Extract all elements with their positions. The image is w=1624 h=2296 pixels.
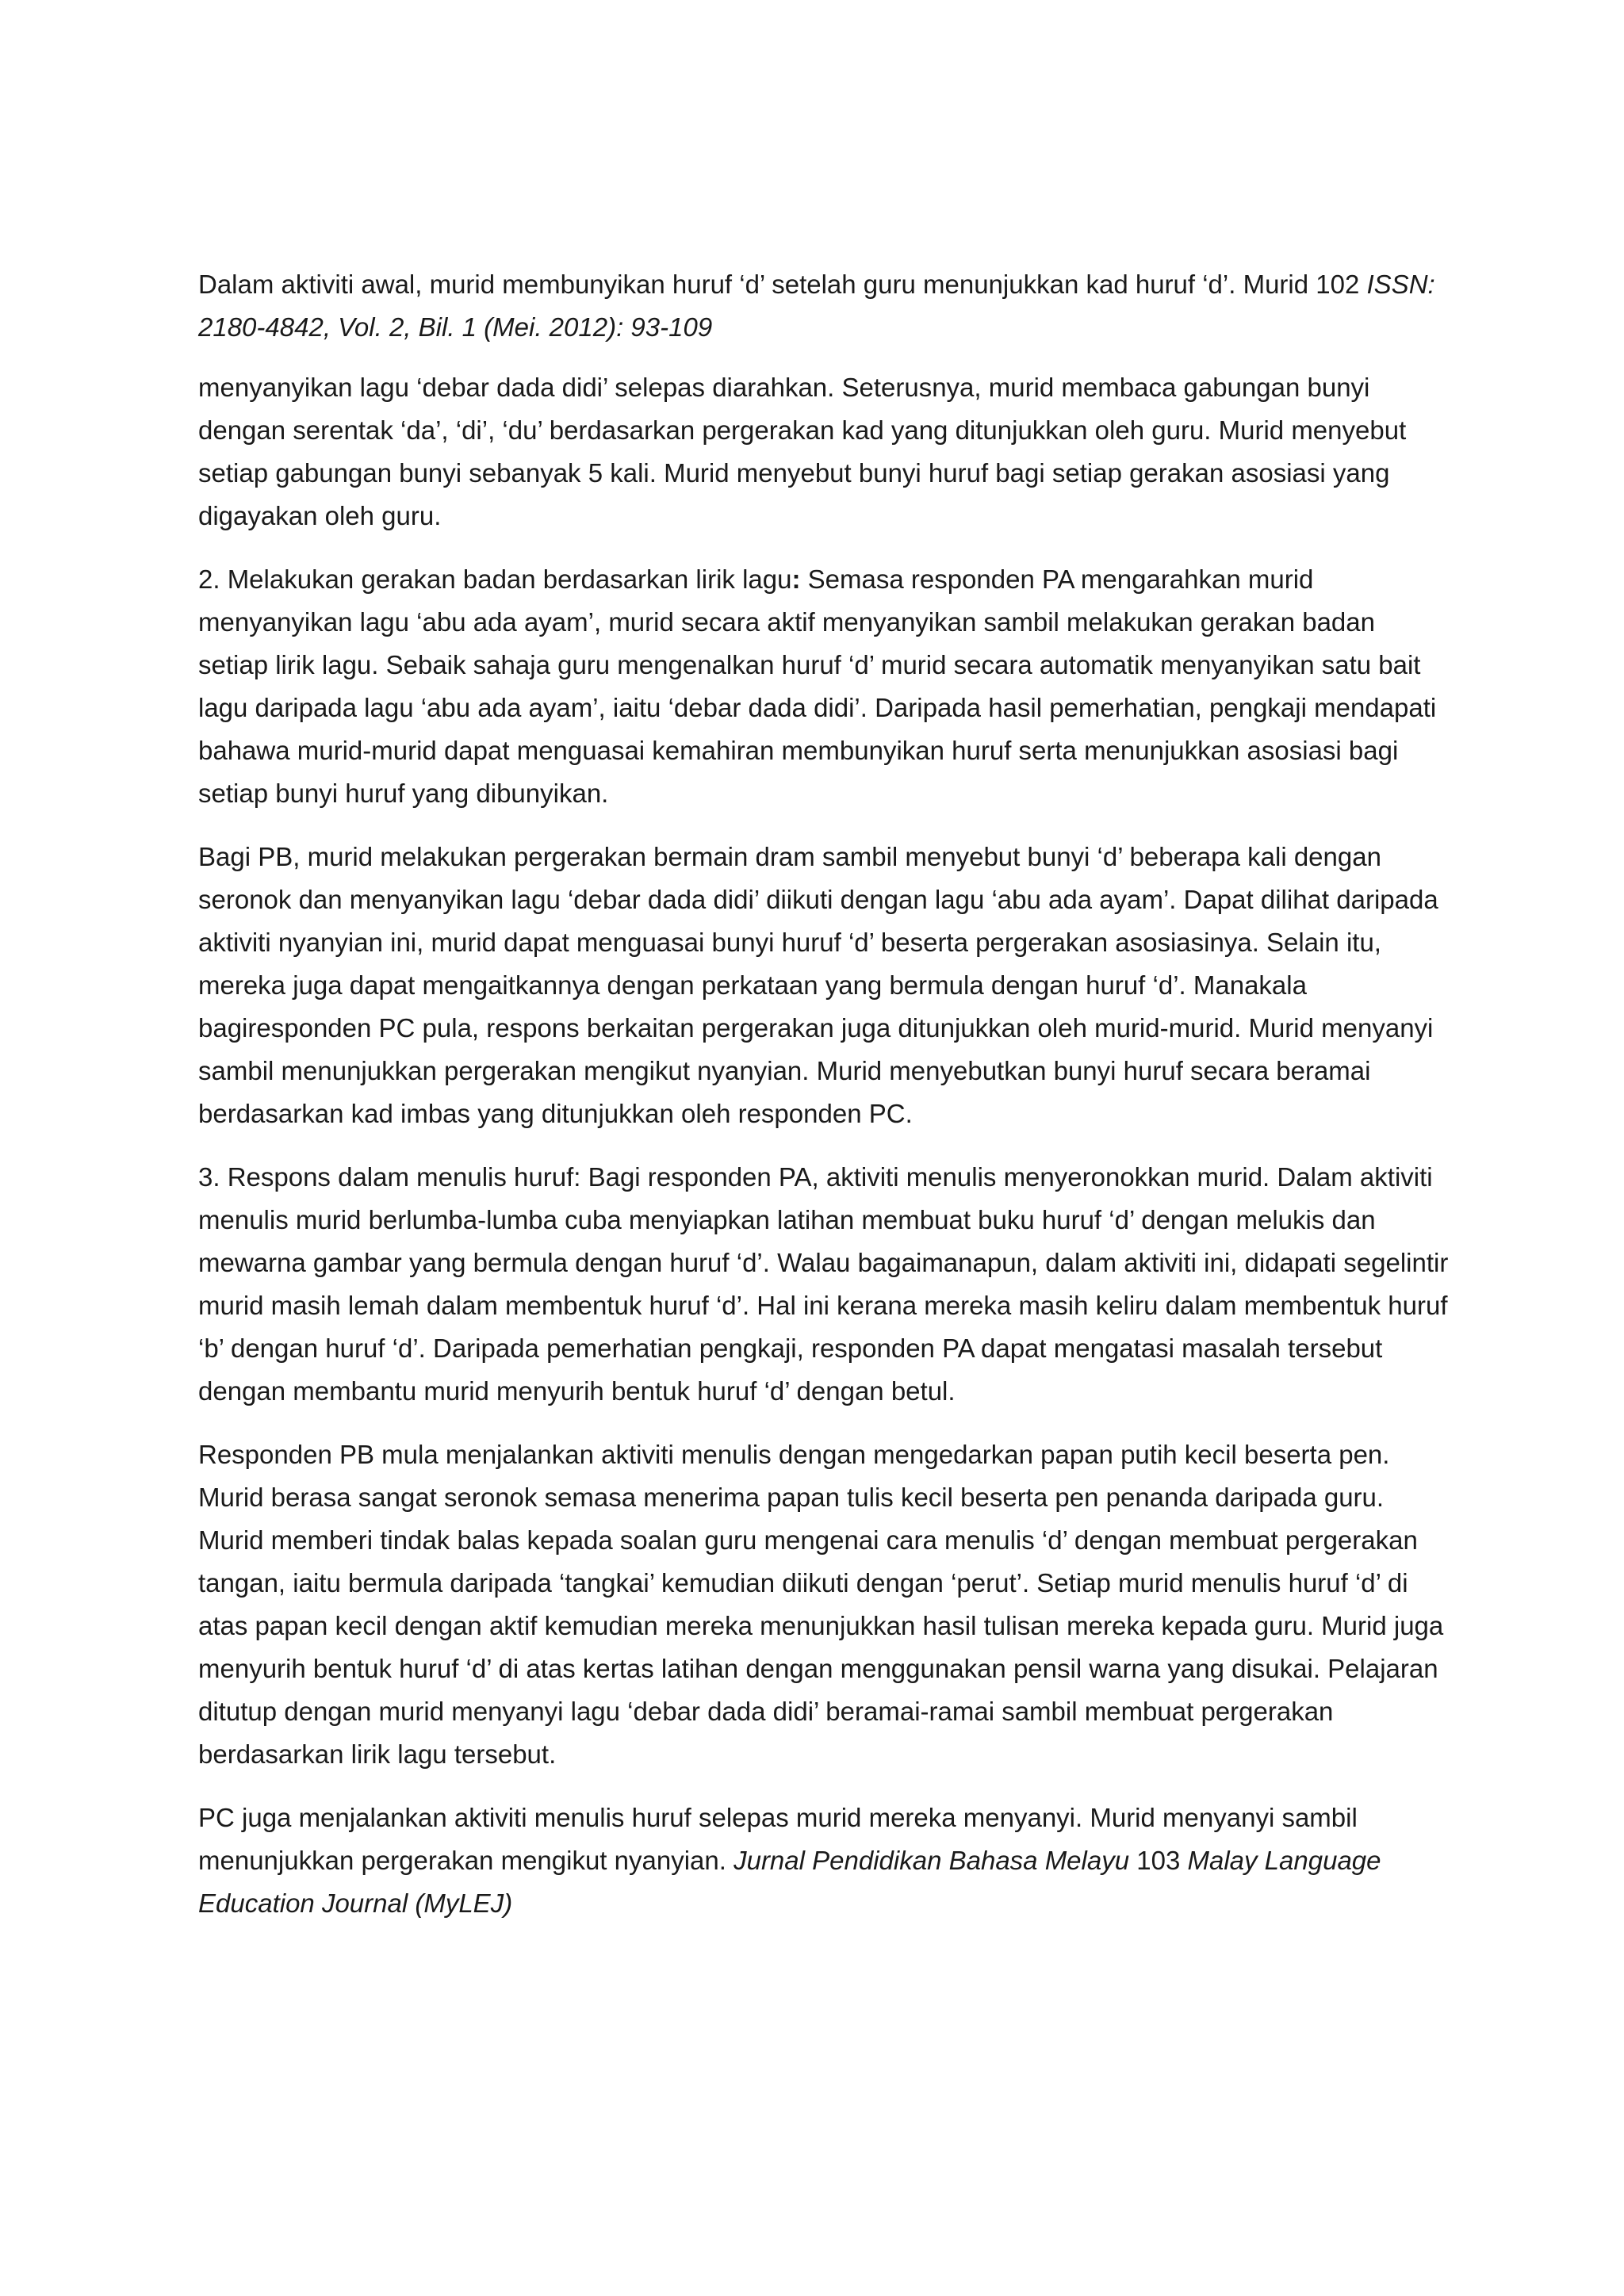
page-number: 103 [1129, 1846, 1188, 1875]
paragraph-5 [198, 1156, 1451, 1413]
paragraph-7-text: PC juga menjalankan aktiviti menulis huruf selepas murid mereka menyanyi. Murid menyanyi sambil menunjukkan pergerakan mengikut nyanyian. [198, 1803, 1358, 1875]
journal-english-name: Malay Language Education Journal (MyLEJ) [198, 1846, 1381, 1918]
paragraph-6 [198, 1433, 1451, 1776]
paragraph-6-text: Responden PB mula menjalankan aktiviti menulis dengan mengedarkan papan putih kecil beserta pen. Murid berasa sangat seronok semasa menerima papan tulis kecil beserta pen penanda daripada guru. Murid memberi tindak balas kepada soalan guru mengenai cara menulis ‘d’ dengan membuat pergerakan tangan, iaitu bermula daripada ‘tangkai’ kemudian diikuti dengan ‘perut’. Setiap murid menulis huruf ‘d’ di atas papan kecil dengan aktif kemudian mereka menunjukkan hasil tulisan mereka kepada guru. Murid juga menyurih bentuk huruf ‘d’ di atas kertas latihan dengan menggunakan pensil warna yang disukai. Pelajaran ditutup dengan murid menyanyi lagu ‘debar dada didi’ beramai-ramai sambil membuat pergerakan berdasarkan lirik lagu tersebut. [198, 1440, 1444, 1769]
paragraph-2-text: menyanyikan lagu ‘debar dada didi’ selepas diarahkan. Seterusnya, murid membaca gabungan bunyi dengan serentak ‘da’, ‘di’, ‘du’ berdasarkan pergerakan kad yang ditunjukkan oleh guru. Murid menyebut setiap gabungan bunyi sebanyak 5 kali. Murid menyebut bunyi huruf bagi setiap gerakan asosiasi yang digayakan oleh guru. [198, 373, 1407, 530]
paragraph-3 [198, 558, 1451, 815]
paragraph-3-text: Semasa responden PA mengarahkan murid menyanyikan lagu ‘abu ada ayam’, murid secara aktif menyanyikan sambil melakukan gerakan badan setiap lirik lagu. Sebaik sahaja guru mengenalkan huruf ‘d’ murid secara automatik menyanyikan satu bait lagu daripada lagu ‘abu ada ayam’, iaitu ‘debar dada didi’. Daripada hasil pemerhatian, pengkaji mendapati bahawa murid-murid dapat menguasai kemahiran membunyikan huruf serta menunjukkan asosiasi bagi setiap bunyi huruf yang dibunyikan. [198, 564, 1437, 808]
paragraph-5-text: 3. Respons dalam menulis huruf: Bagi responden PA, aktiviti menulis menyeronokkan murid. Dalam aktiviti menulis murid berlumba-lumba cuba menyiapkan latihan membuat buku huruf ‘d’ dengan melukis dan mewarna gambar yang bermula dengan huruf ‘d’. Walau bagaimanapun, dalam aktiviti ini, didapati segelintir murid masih lemah dalam membentuk huruf ‘d’. Hal ini kerana mereka masih keliru dalam membentuk huruf ‘b’ dengan huruf ‘d’. Daripada pemerhatian pengkaji, responden PA dapat mengatasi masalah tersebut dengan membantu murid menyurih bentuk huruf ‘d’ dengan betul. [198, 1162, 1449, 1406]
paragraph-4 [198, 836, 1451, 1135]
paragraph-7 [198, 1797, 1451, 1925]
section-2-colon: : [791, 564, 801, 594]
paragraph-1 [198, 263, 1451, 349]
journal-issn-citation: ISSN: 2180-4842, Vol. 2, Bil. 1 (Mei. 2012): 93-109 [198, 270, 1435, 342]
journal-name-citation: Jurnal Pendidikan Bahasa Melayu [733, 1846, 1130, 1875]
paragraph-2 [198, 366, 1451, 538]
paragraph-4-text: Bagi PB, murid melakukan pergerakan bermain dram sambil menyebut bunyi ‘d’ beberapa kali dengan seronok dan menyanyikan lagu ‘debar dada didi’ diikuti dengan lagu ‘abu ada ayam’. Dapat dilihat daripada aktiviti nyanyian ini, murid dapat menguasai bunyi huruf ‘d’ beserta pergerakan asosiasinya. Selain itu, mereka juga dapat mengaitkannya dengan perkataan yang bermula dengan huruf ‘d’. Manakala bagiresponden PC pula, respons berkaitan pergerakan juga ditunjukkan oleh murid-murid. Murid menyanyi sambil menunjukkan pergerakan mengikut nyanyian. Murid menyebutkan bunyi huruf secara beramai berdasarkan kad imbas yang ditunjukkan oleh responden PC. [198, 842, 1438, 1128]
section-2-heading: 2. Melakukan gerakan badan berdasarkan lirik lagu [198, 564, 792, 594]
paragraph-1-text: Dalam aktiviti awal, murid membunyikan huruf ‘d’ setelah guru menunjukkan kad huruf ‘d’. Murid 102 [198, 270, 1367, 299]
document-page [198, 263, 1451, 1946]
